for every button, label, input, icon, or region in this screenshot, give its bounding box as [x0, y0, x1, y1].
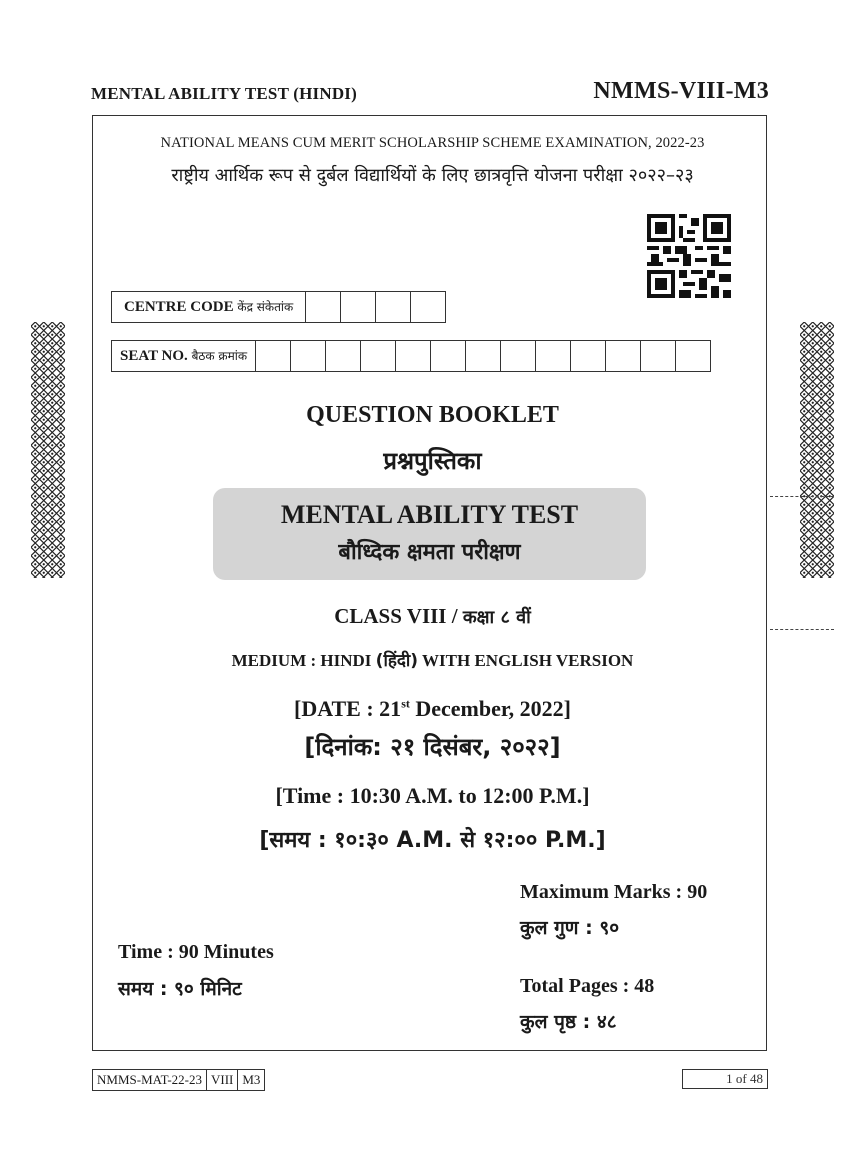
seat-no-cell[interactable]: [501, 341, 536, 372]
seat-no-cell[interactable]: [291, 341, 326, 372]
total-pages: Total Pages : 48: [520, 975, 655, 997]
seat-no-box: [111, 340, 711, 372]
duration: Time : 90 Minutes: [118, 941, 274, 963]
seat-no-cell[interactable]: [571, 341, 606, 372]
test-name: MENTAL ABILITY TEST: [280, 500, 579, 529]
seat-no-cell[interactable]: [466, 341, 501, 372]
footer-paper-code: NMMS-MAT-22-23: [93, 1070, 207, 1091]
footer-class: VIII: [206, 1070, 237, 1091]
total-pages-hindi: कुल पृष्ठ : ४८: [520, 1011, 617, 1033]
exam-date-hindi: [दिनांक: २१ दिसंबर, २०२२]: [304, 733, 561, 761]
centre-code-cell[interactable]: [376, 292, 411, 323]
qr-code-icon: [647, 214, 731, 298]
seat-no-cell[interactable]: [431, 341, 466, 372]
seat-no-cell[interactable]: [641, 341, 676, 372]
cut-line: [770, 629, 834, 630]
decorative-pattern-left: [31, 322, 65, 578]
cut-line: [770, 496, 834, 497]
exam-time-hindi: [समय : १०:३० A.M. से १२:०० P.M.]: [259, 828, 606, 853]
max-marks-hindi: कुल गुण : ९०: [520, 917, 620, 939]
centre-code-cell[interactable]: [306, 292, 341, 323]
decorative-pattern-right: [800, 322, 834, 578]
exam-name-english: NATIONAL MEANS CUM MERIT SCHOLARSHIP SCHEME EXAMINATION, 2022-23: [160, 135, 705, 151]
seat-no-cell[interactable]: [361, 341, 396, 372]
max-marks: Maximum Marks : 90: [520, 881, 708, 903]
seat-no-cell[interactable]: [676, 341, 711, 372]
seat-no-cell[interactable]: [396, 341, 431, 372]
header-title: MENTAL ABILITY TEST (HINDI): [91, 84, 357, 103]
booklet-title: QUESTION BOOKLET: [306, 402, 559, 428]
test-name-banner: [213, 488, 646, 580]
centre-code-box: [111, 291, 446, 323]
exam-date: [DATE : 21st December, 2022]: [294, 696, 571, 721]
footer-code-box: [92, 1069, 265, 1091]
centre-code-label: CENTRE CODE केंद्र संकेतांक: [112, 292, 306, 323]
seat-no-cell[interactable]: [326, 341, 361, 372]
page-number: 1 of 48: [682, 1069, 768, 1089]
centre-code-cell[interactable]: [411, 292, 446, 323]
footer-set: M3: [238, 1070, 265, 1091]
exam-time: [Time : 10:30 A.M. to 12:00 P.M.]: [275, 783, 590, 808]
seat-no-cell[interactable]: [606, 341, 641, 372]
seat-no-cell[interactable]: [256, 341, 291, 372]
medium-line: MEDIUM : HINDI (हिंदी) WITH ENGLISH VERSION: [231, 651, 634, 671]
paper-code: NMMS-VIII-M3: [593, 78, 769, 104]
booklet-title-hindi: प्रश्नपुस्तिका: [383, 447, 482, 475]
test-name-hindi: बौध्दिक क्षमता परीक्षण: [338, 540, 521, 565]
centre-code-cell[interactable]: [341, 292, 376, 323]
duration-hindi: समय : ९० मिनिट: [118, 978, 242, 1000]
seat-no-label: SEAT NO. बैठक क्रमांक: [112, 341, 256, 372]
class-line: CLASS VIII / कक्षा ८ वीं: [334, 604, 531, 628]
seat-no-cell[interactable]: [536, 341, 571, 372]
exam-name-hindi: राष्ट्रीय आर्थिक रूप से दुर्बल विद्यार्थियों के लिए छात्रवृत्ति योजना परीक्षा २०२२–२३: [171, 165, 694, 186]
